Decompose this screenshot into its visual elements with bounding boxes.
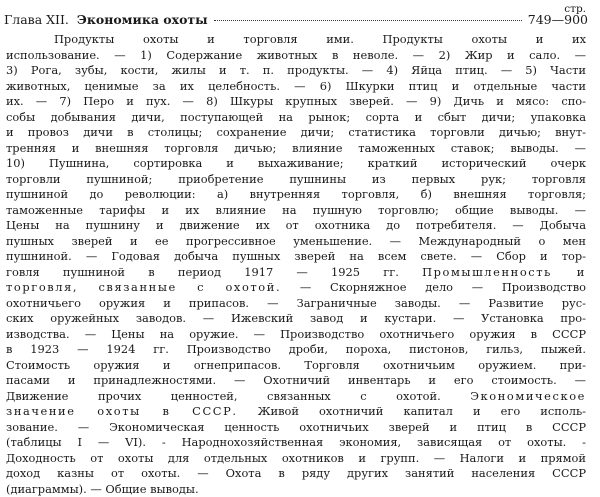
text-line: торговли пушниной; приобретение пушнины из первых рук; торговля (6, 172, 586, 188)
text-line: животных, ценимые за их целебность. — 6) Шкурки птиц и отдельные части (6, 79, 586, 95)
text-line: зование. — Экономическая ценность охотничьих зверей и птиц в СССР (6, 420, 586, 436)
text-line: пушниной. — Годовая добыча пушных зверей на всем свете. — Сбор и тор- (6, 249, 586, 265)
text-line: собы добывания дичи, поступающей на рынок; сорта и сбыт дичи; упаковка (6, 110, 586, 126)
chapter-number: Глава XII. (4, 12, 69, 27)
text-line: 3) Рога, зубы, кости, жилы и т. п. продукты. — 4) Яйца птиц. — 5) Части (6, 63, 586, 79)
chapter-contents (6, 32, 586, 497)
text-line: говля пушниной в период 1917 — 1925 гг. Промышленность и (6, 265, 586, 281)
chapter-page-range: 749—900 (528, 12, 588, 27)
text-line: Стоимость оружия и огнеприпасов. Торговля охотничьим оружием. при- (6, 358, 586, 374)
text-line: (диаграммы). — Общие выводы. (6, 482, 586, 497)
chapter-heading (4, 12, 588, 30)
text-line: тренняя и внешняя торговля дичью; влияние таможенных ставок; выводы. — (6, 141, 586, 157)
text-line: таможенные тарифы и их влияние на пушную торговлю; общие выводы. — (6, 203, 586, 219)
text-line: торговля, связанные с охотой. — Скорняжное дело — Производство (6, 280, 586, 296)
text-line: ских оружейных заводов. — Ижевский завод и кустари. — Установка про- (6, 311, 586, 327)
text-line: (таблицы I — VI). - Народнохозяйственная экономия, зависящая от охоты. - (6, 435, 586, 451)
text-line: пасами и принадлежностями. — Охотничий инвентарь и его стоимость. — (6, 373, 586, 389)
dot-leader (214, 20, 522, 21)
text-line: Продукты охоты и торговля ими. Продукты охоты и их (6, 32, 586, 48)
text-line: доход казны от охоты. — Охота в ряду других занятий населения СССР (6, 466, 586, 482)
text-line: Доходность от охоты для отдельных охотников и групп. — Налоги и прямой (6, 451, 586, 467)
page-column-label: стр. (564, 3, 586, 15)
chapter-title: Экономика охоты (77, 12, 208, 27)
text-line: значение охоты в СССР. Живой охотничий капитал и его исполь- (6, 404, 586, 420)
text-line: использование. — 1) Содержание животных в неволе. — 2) Жир и сало. — (6, 48, 586, 64)
text-line: Цены на пушнину и движение их от охотника до потребителя. — Добыча (6, 218, 586, 234)
text-line: 10) Пушнина, сортировка и выхаживание; краткий исторический очерк (6, 156, 586, 172)
text-line: охотничьего оружия и припасов. — Заграничные заводы. — Развитие рус- (6, 296, 586, 312)
text-line: пушных зверей и ее прогрессивное уменьшение. — Международный о мен (6, 234, 586, 250)
text-line: и провоз дичи в столицы; сохранение дичи; статистика торговли дичью; внут- (6, 125, 586, 141)
text-line: в 1923 — 1924 гг. Производство дроби, пороха, пистонов, гильз, пыжей. (6, 342, 586, 358)
text-line: изводства. — Цены на оружие. — Производство охотничьего оружия в СССР (6, 327, 586, 343)
text-line: их. — 7) Перо и пух. — 8) Шкуры крупных зверей. — 9) Дичь и мясо: спо- (6, 94, 586, 110)
text-line: пушниной до революции: а) внутренняя торговля, б) внешняя торговля; (6, 187, 586, 203)
text-line: Движение прочих ценностей, связанных с охотой. Экономическое (6, 389, 586, 405)
